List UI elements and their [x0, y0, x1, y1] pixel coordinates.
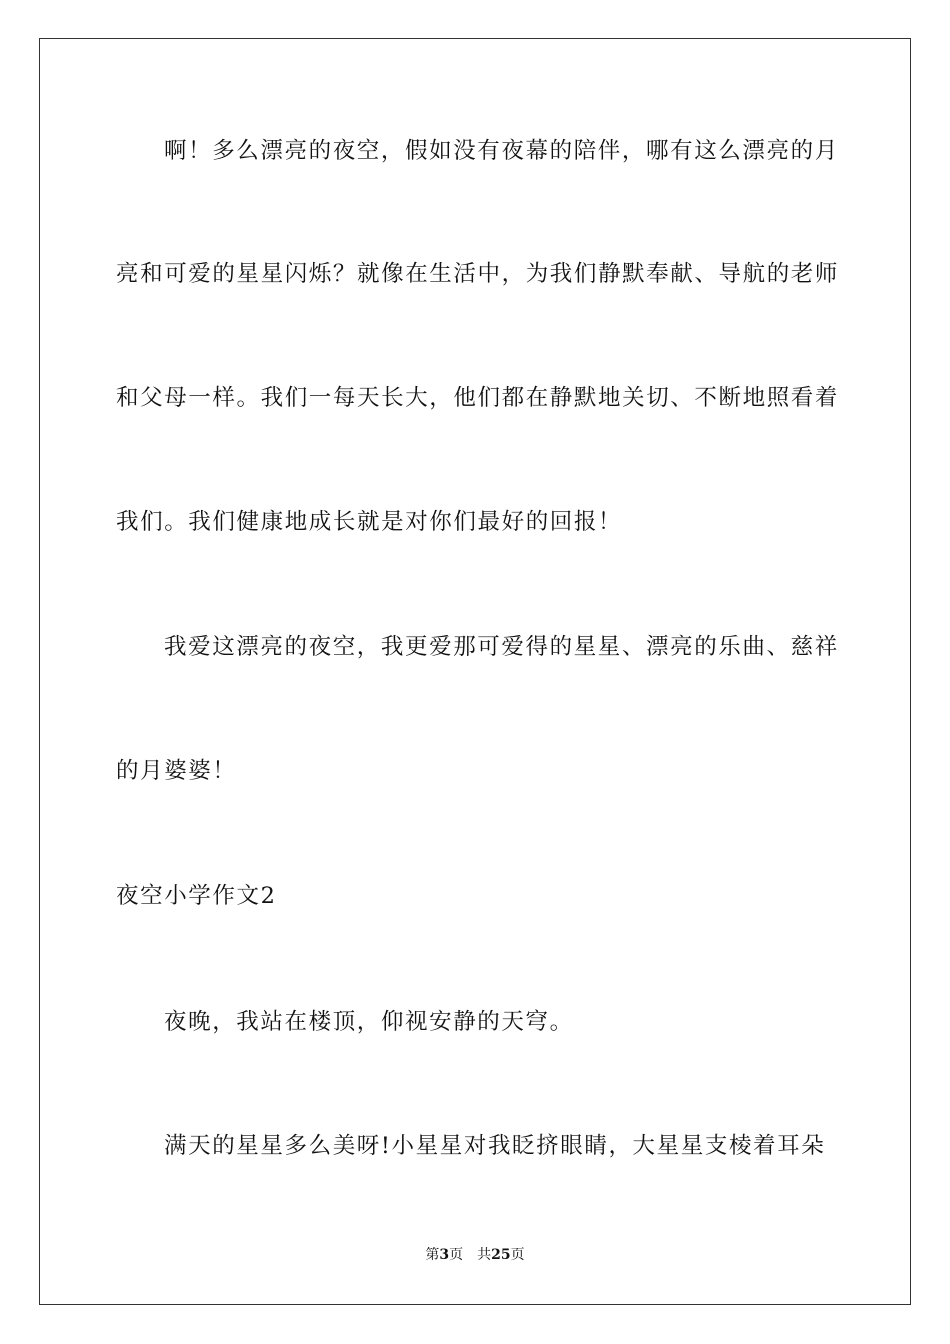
paragraph-line: 夜晚，我站在楼顶，仰视安静的天穹。: [164, 1009, 574, 1035]
page-border: [39, 38, 911, 1305]
section-heading: 夜空小学作文2: [116, 883, 277, 909]
paragraph-line: 满天的星星多么美呀!小星星对我眨挤眼睛，大星星支棱着耳朵: [164, 1133, 826, 1159]
paragraph-line: 我爱这漂亮的夜空，我更爱那可爱得的星星、漂亮的乐曲、慈祥: [164, 634, 839, 660]
page-number: 3: [439, 1247, 450, 1263]
page-suffix: 页: [449, 1247, 464, 1263]
paragraph-line: 啊！多么漂亮的夜空，假如没有夜幕的陪伴，哪有这么漂亮的月: [164, 138, 839, 164]
paragraph-line: 和父母一样。我们一每天长大，他们都在静默地关切、不断地照看着: [116, 385, 840, 411]
page-footer: [0, 1245, 950, 1265]
paragraph-line: 的月婆婆！: [116, 758, 237, 784]
total-prefix: 共: [477, 1247, 492, 1263]
page-prefix: 第: [425, 1247, 440, 1263]
paragraph-line: 我们。我们健康地成长就是对你们最好的回报！: [116, 509, 623, 535]
total-pages: 25: [491, 1247, 511, 1263]
paragraph-line: 亮和可爱的星星闪烁？就像在生活中，为我们静默奉献、导航的老师: [116, 261, 840, 287]
total-suffix: 页: [510, 1247, 525, 1263]
